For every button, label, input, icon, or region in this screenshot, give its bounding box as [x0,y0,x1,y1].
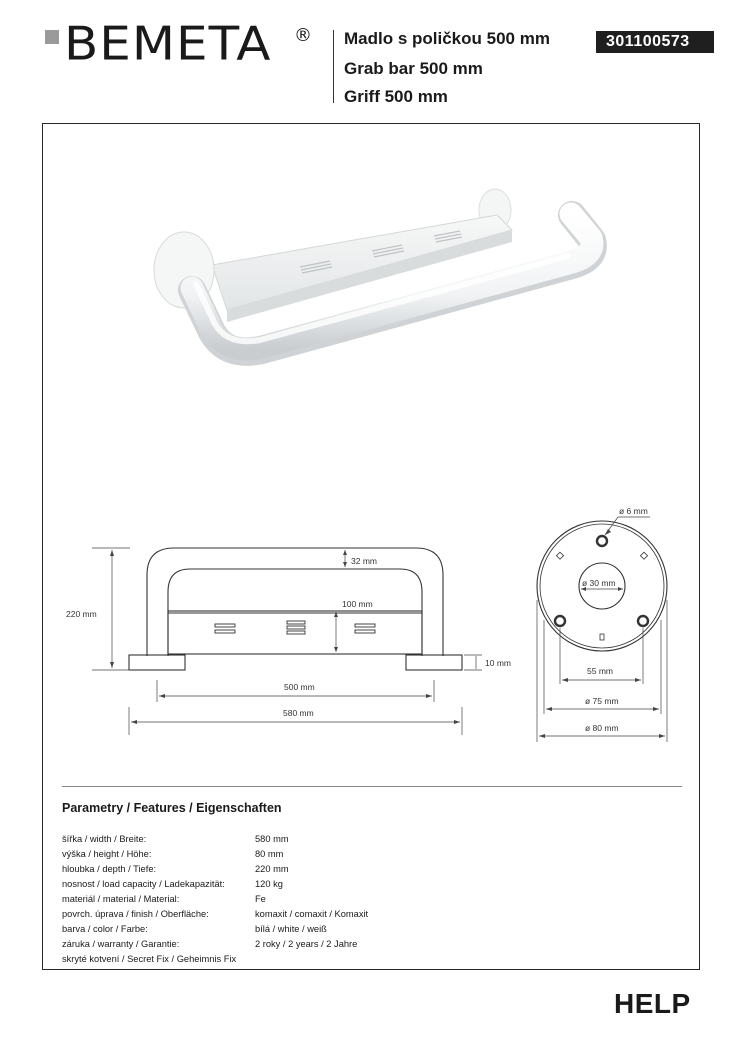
brand-logo: BEMETA [64,17,272,71]
dim-outer-width: 580 mm [283,708,314,718]
dim-height-total: 220 mm [66,609,97,619]
dim-inner-width: 500 mm [284,682,315,692]
param-row [62,937,462,952]
param-label: barva / color / Farbe: [62,924,148,934]
param-label: výška / height / Höhe: [62,849,152,859]
bar-outline-outer [147,548,443,656]
param-label: záruka / warranty / Garantie: [62,939,180,949]
right-foot [406,655,462,670]
title-czech: Madlo s poličkou 500 mm [344,29,550,48]
series-name: HELP [614,988,691,1019]
registered-mark: ® [294,25,312,46]
param-value: komaxit / comaxit / Komaxit [255,909,369,919]
dim-center-hole: ø 30 mm [582,578,616,588]
dim-inner-ring: ø 75 mm [585,696,619,706]
param-label: nosnost / load capacity / Ladekapazität: [62,879,225,889]
title-german: Griff 500 mm [344,87,448,106]
dim-outer-ring: ø 80 mm [585,723,619,733]
left-foot [129,655,185,670]
param-value: Fe [255,894,266,904]
param-label: povrch. úprava / finish / Oberfläche: [62,909,209,919]
dim-shelf-depth: 100 mm [342,599,373,609]
param-label: hloubka / depth / Tiefe: [62,864,157,874]
param-row [62,892,462,907]
screw-hole-left [555,616,565,626]
screw-hole-right [638,616,648,626]
param-row [62,877,462,892]
param-value: 120 kg [255,879,283,889]
section-divider [62,786,682,787]
dim-base-height: 10 mm [485,658,511,668]
dim-screw-diameter: ø 6 mm [619,506,648,516]
param-label: skryté kotvení / Secret Fix / Geheimnis Fix [62,954,237,964]
param-row [62,952,462,967]
screw-hole-top [597,536,607,546]
param-value: bílá / white / weiß [255,924,327,934]
param-value: 220 mm [255,864,289,874]
param-row [62,832,462,847]
param-row [62,907,462,922]
param-value: 580 mm [255,834,289,844]
dim-top-clearance: 32 mm [351,556,377,566]
param-label: materiál / material / Material: [62,894,180,904]
param-label: šířka / width / Breite: [62,834,147,844]
title-english: Grab bar 500 mm [344,59,483,78]
dim-hole-spacing: 55 mm [587,666,613,676]
parameters-table [62,832,462,967]
param-value: 2 roky / 2 years / 2 Jahre [255,939,358,949]
shelf-outline [168,611,422,654]
param-row [62,847,462,862]
param-row [62,862,462,877]
parameters-heading: Parametry / Features / Eigenschaften [62,801,282,815]
param-row [62,922,462,937]
product-code-badge: 301100573 [596,31,714,53]
param-value: 80 mm [255,849,284,859]
